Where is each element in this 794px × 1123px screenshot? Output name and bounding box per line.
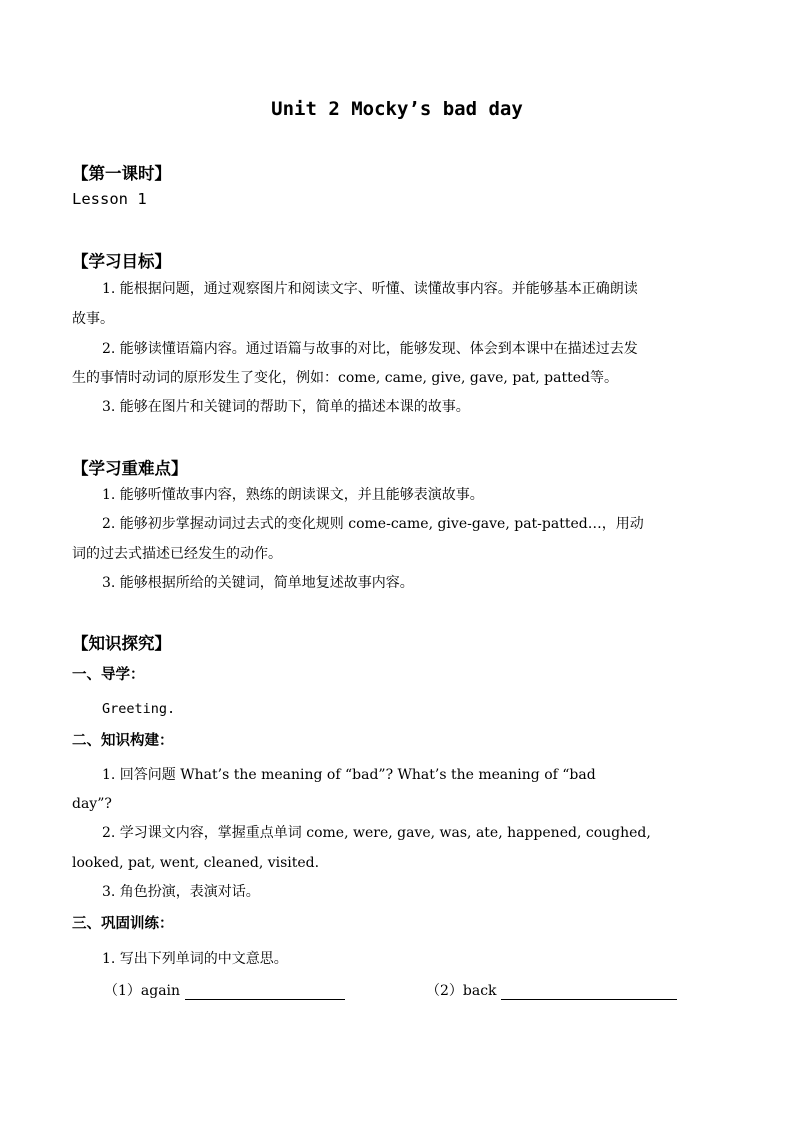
- objective-line: 生的事情时动词的原形发生了变化，例如：come, came, give, gave, pat, patted等。: [72, 370, 618, 386]
- key-point-line: 3. 能够根据所给的关键词，简单地复述故事内容。: [102, 575, 414, 591]
- knowledge-line: day”?: [72, 796, 112, 812]
- objectives-heading: 【学习目标】: [72, 252, 171, 271]
- period-heading: 【第一课时】: [72, 164, 171, 183]
- exploration-heading: 【知识探究】: [72, 634, 171, 653]
- question-1-label: （1）again: [104, 983, 181, 999]
- key-point-line: 1. 能够听懂故事内容，熟练的朗读课文，并且能够表演故事。: [102, 487, 484, 503]
- objective-line: 故事。: [72, 311, 114, 327]
- objective-line: 2. 能够读懂语篇内容。通过语篇与故事的对比，能够发现、体会到本课中在描述过去发: [102, 341, 638, 357]
- question-2: [426, 980, 677, 1000]
- key-point-line: 词的过去式描述已经发生的动作。: [72, 546, 282, 562]
- knowledge-line: looked, pat, went, cleaned, visited.: [72, 855, 320, 871]
- lesson-label: Lesson 1: [72, 190, 147, 208]
- answer-2-blank[interactable]: [501, 983, 677, 1000]
- greeting-text: Greeting.: [102, 701, 176, 717]
- section-practice-title: 三、巩固训练：: [72, 916, 174, 932]
- objective-line: 1. 能根据问题，通过观察图片和阅读文字、听懂、读懂故事内容。并能够基本正确朗读: [102, 281, 638, 297]
- question-1: [104, 980, 345, 1000]
- key-points-heading: 【学习重难点】: [72, 459, 188, 478]
- knowledge-line: 3. 角色扮演，表演对话。: [102, 884, 260, 900]
- key-point-line: 2. 能够初步掌握动词过去式的变化规则 come-came, give-gave, pat-patted…，用动: [102, 516, 644, 532]
- section-knowledge-title: 二、知识构建：: [72, 733, 174, 749]
- knowledge-line: 2. 学习课文内容，掌握重点单词 come, were, gave, was, ate, happened, coughed,: [102, 825, 651, 841]
- document-title: Unit 2 Mocky’s bad day: [271, 98, 523, 120]
- practice-instruction: 1. 写出下列单词的中文意思。: [102, 951, 288, 967]
- objective-line: 3. 能够在图片和关键词的帮助下，简单的描述本课的故事。: [102, 399, 470, 415]
- knowledge-line: 1. 回答问题 What’s the meaning of “bad”? What’s the meaning of “bad: [102, 767, 596, 783]
- question-2-label: （2）back: [426, 983, 497, 999]
- answer-1-blank[interactable]: [185, 983, 345, 1000]
- section-guide-title: 一、导学：: [72, 667, 145, 683]
